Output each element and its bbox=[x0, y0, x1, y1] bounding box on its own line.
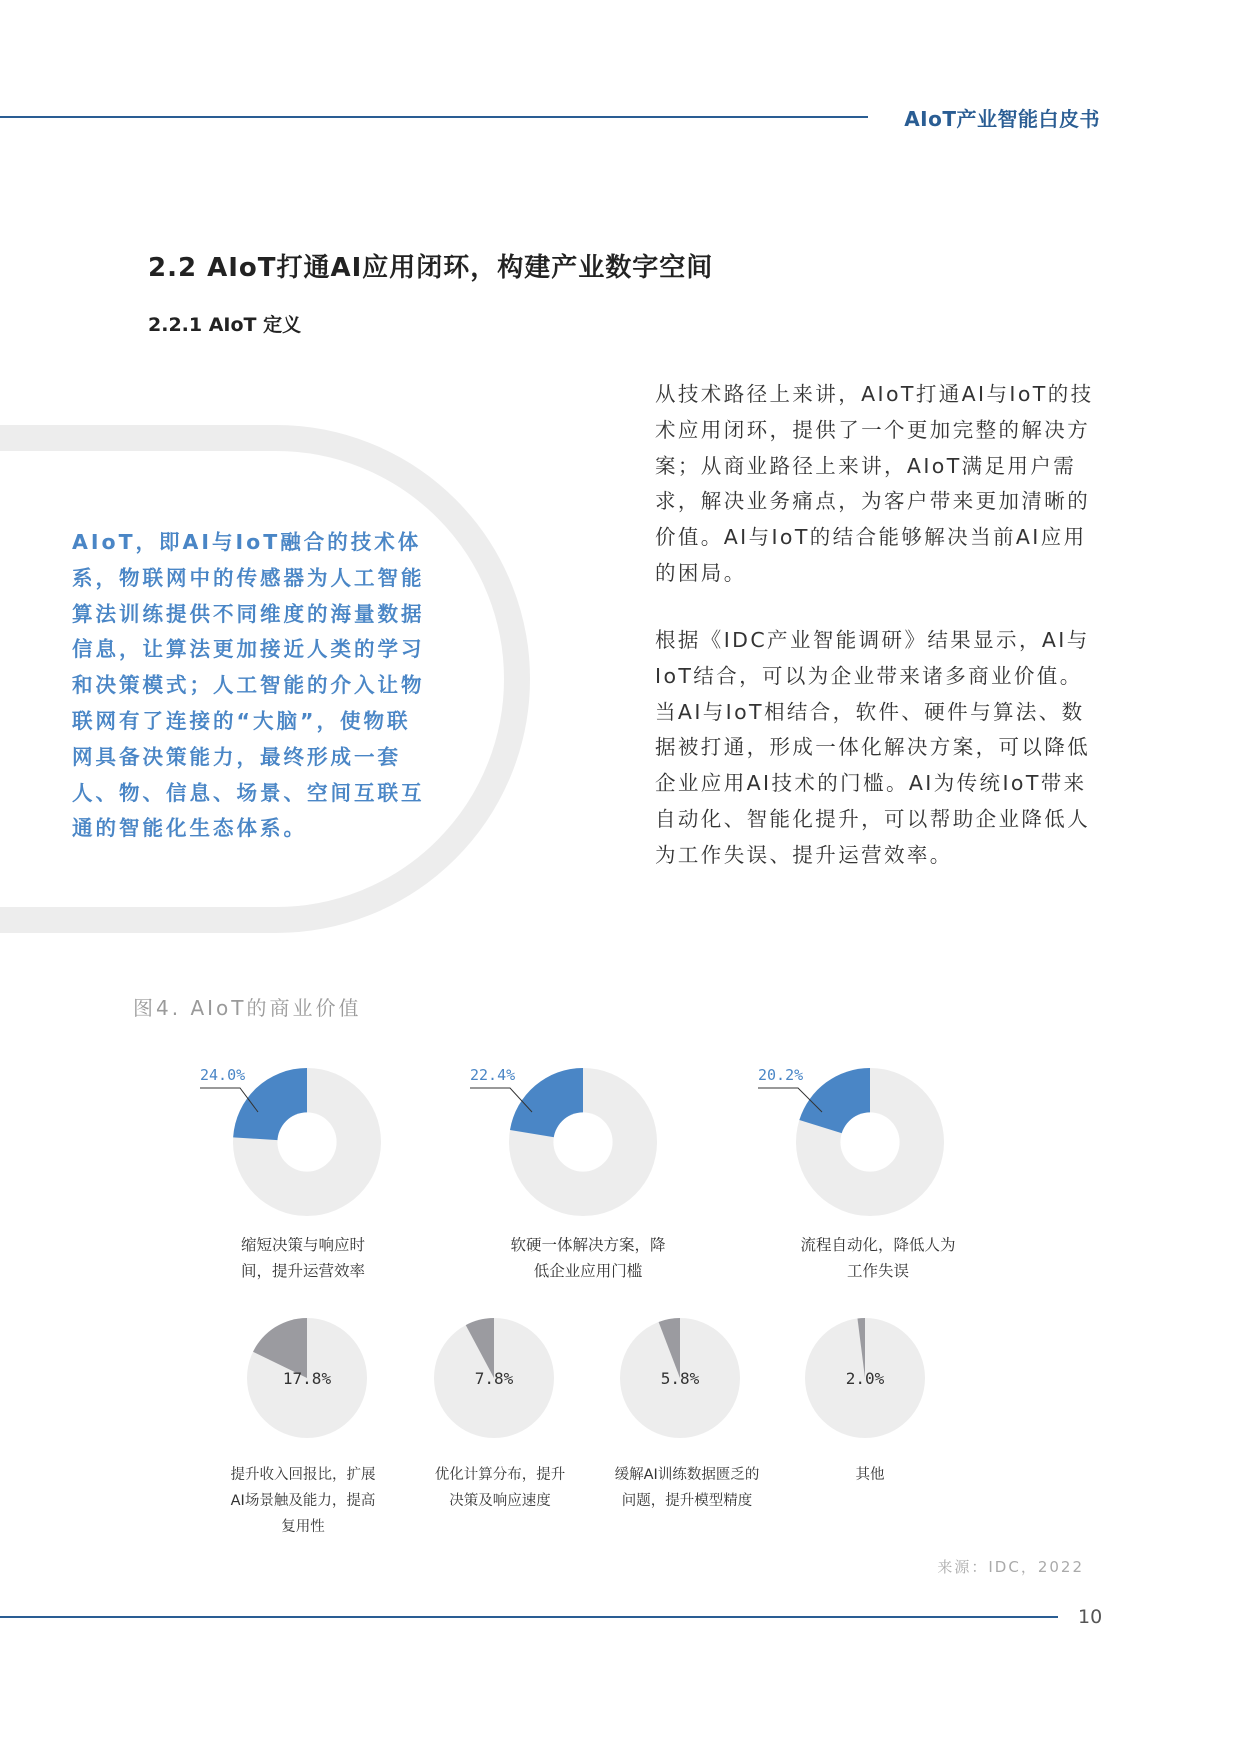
data-label: 5.8% bbox=[660, 1369, 700, 1388]
donut-hole bbox=[840, 1112, 899, 1171]
chart-label bbox=[592, 1462, 782, 1514]
chart-label-line: 流程自动化，降低人为 bbox=[800, 1236, 956, 1254]
data-label: 22.4% bbox=[470, 1066, 516, 1084]
chart-label-line: 软硬一体解决方案，降 bbox=[510, 1236, 666, 1254]
data-label: 24.0% bbox=[200, 1066, 246, 1084]
chart-label-line: 问题，提升模型精度 bbox=[621, 1493, 753, 1509]
chart-label bbox=[768, 1232, 988, 1284]
chart-label-line: 其他 bbox=[855, 1467, 885, 1483]
callout-text: AIoT，即AI与IoT融合的技术体系，物联网中的传感器为人工智能算法训练提供不同维度的海量数据信息，让算法更加接近人类的学习和决策模式；人工智能的介入让物联网有了连接的“大脑”，使物联网具备决策能力，最终形成一套人、物、信息、场景、空间互联互通的智能化生态体系。 bbox=[72, 530, 425, 841]
header-title: AIoT产业智能白皮书 bbox=[904, 107, 1100, 131]
chart-label-line: 低企业应用门槛 bbox=[533, 1262, 643, 1280]
chart-label-line: 间，提升运营效率 bbox=[240, 1262, 365, 1280]
data-label: 7.8% bbox=[474, 1369, 514, 1388]
chart-label bbox=[473, 1232, 703, 1284]
chart-label-line: 工作失误 bbox=[846, 1262, 909, 1280]
chart-label-line: 复用性 bbox=[281, 1519, 325, 1535]
chart-label-line: 优化计算分布，提升 bbox=[434, 1467, 566, 1483]
section-title: 2.2 AIoT打通AI应用闭环，构建产业数字空间 bbox=[148, 253, 714, 283]
subsection-title: 2.2.1 AIoT 定义 bbox=[148, 314, 302, 336]
chart-label-line: 缩短决策与响应时 bbox=[240, 1236, 365, 1254]
donut-hole bbox=[277, 1112, 336, 1171]
paragraph-2: 根据《IDC产业智能调研》结果显示，AI与IoT结合，可以为企业带来诸多商业价值。当AI与IoT相结合，软件、硬件与算法、数据被打通，形成一体化解决方案，可以降低企业应用AI技术的门槛。AI为传统IoT带来自动化、智能化提升，可以帮助企业降低人为工作失误、提升运营效率。 bbox=[655, 628, 1091, 867]
chart-label-line: 决策及响应速度 bbox=[449, 1493, 551, 1509]
chart-label-line: 缓解AI训练数据匮乏的 bbox=[614, 1467, 760, 1483]
source-note: 来源：IDC，2022 bbox=[937, 1558, 1084, 1576]
chart-label bbox=[410, 1462, 590, 1514]
data-label: 2.0% bbox=[845, 1369, 885, 1388]
data-label: 20.2% bbox=[758, 1066, 804, 1084]
footer-rule bbox=[0, 1616, 1058, 1618]
chart-label bbox=[208, 1462, 398, 1540]
figure-title: 图4. AIoT的商业价值 bbox=[133, 996, 362, 1020]
chart-label bbox=[203, 1232, 403, 1284]
chart-label-line: AI场景触及能力，提高 bbox=[230, 1493, 376, 1509]
page-number: 10 bbox=[1078, 1606, 1103, 1628]
data-label: 17.8% bbox=[282, 1369, 332, 1388]
paragraph-1: 从技术路径上来讲，AIoT打通AI与IoT的技术应用闭环，提供了一个更加完整的解决方案；从商业路径上来讲，AIoT满足用户需求，解决业务痛点，为客户带来更加清晰的价值。AI与IoT的结合能够解决当前AI应用的困局。 bbox=[655, 382, 1094, 585]
chart-label bbox=[810, 1462, 930, 1488]
donut-hole bbox=[553, 1112, 612, 1171]
header-rule bbox=[0, 116, 868, 118]
chart-label-line: 提升收入回报比，扩展 bbox=[230, 1467, 376, 1483]
